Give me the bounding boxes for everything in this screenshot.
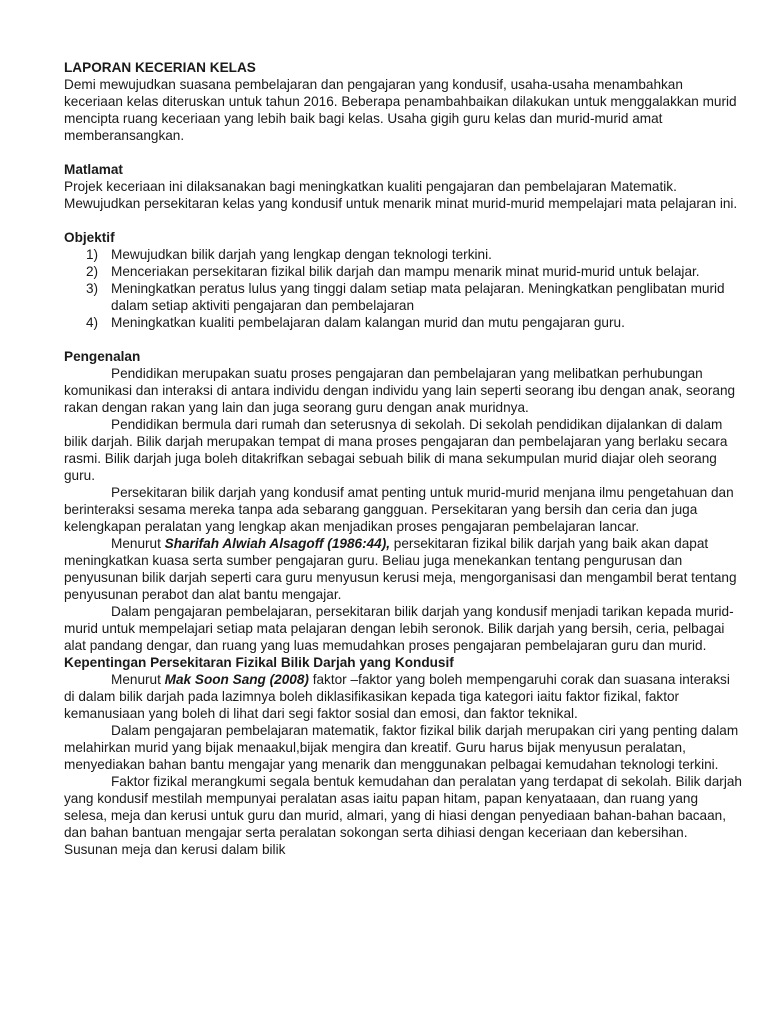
objektif-list — [64, 246, 744, 331]
list-item — [64, 246, 744, 263]
list-number: 4) — [86, 315, 99, 330]
kepentingan-paragraph-2: Dalam pengajaran pembelajaran matematik, faktor fizikal bilik darjah merupakan ciri yang penting dalam melahirkan murid yang bijak menaakul,bijak mengira dan kreatif. Guru harus bijak menyusun peralatan, menyediakan bahan bantu mengajar yang menarik dan menggunakan pelbagai kemudahan teknologi terkini. — [64, 723, 739, 772]
pengenalan-paragraph-2: Pendidikan bermula dari rumah dan seterusnya di sekolah. Di sekolah pendidikan dijalankan di dalam bilik darjah. Bilik darjah merupakan tempat di mana proses pengajaran dan pembelajaran yang berlaku secara rasmi. Bilik darjah juga boleh ditakrifkan sebagai sebuah bilik di mana sekumpulan murid diajar oleh seorang guru. — [64, 417, 728, 483]
report-title: LAPORAN KECERIAN KELAS — [64, 60, 256, 75]
pengenalan-heading: Pengenalan — [64, 349, 141, 364]
citation-author: Sharifah Alwiah Alsagoff (1986:44), — [164, 536, 391, 551]
list-number: 1) — [86, 247, 99, 262]
pengenalan-paragraph-1: Pendidikan merupakan suatu proses pengajaran dan pembelajaran yang melibatkan perhubungan komunikasi dan interaksi di antara individu dengan individu yang lain seperti seorang ibu dengan anak, seorang rakan dengan rakan yang lain dan juga seorang guru dengan anak muridnya. — [64, 366, 736, 415]
paragraph-text: faktor –faktor yang boleh mempengaruhi corak dan suasana interaksi di dalam bilik darjah pada lazimnya boleh diklasifikasikan kepada tiga kategori iaitu faktor fizikal, faktor kemanusiaan yang boleh di lihat dari segi faktor sosial dan emosi, dan faktor teknikal. — [64, 672, 730, 721]
intro-paragraph: Demi mewujudkan suasana pembelajaran dan pengajaran yang kondusif, usaha-usaha menambahkan keceriaan kelas diteruskan untuk tahun 2016. Beberapa penambahbaikan dilakukan untuk menggalakkan murid mencipta ruang keceriaan yang lebih baik bagi kelas. Usaha gigih guru kelas dan murid-murid amat memberansangkan. — [64, 77, 737, 143]
paragraph-text: persekitaran fizikal bilik darjah yang baik akan dapat meningkatkan kuasa serta sumber pengajaran guru. Beliau juga menekankan tentang pengurusan dan penyusunan bilik darjah seperti cara guru menyusun kerusi meja, mengorganisasi dan mengambil berat tentang penyusunan perabot dan alat bantu mengajar. — [64, 536, 737, 602]
kepentingan-paragraph-1 — [64, 671, 744, 722]
list-item — [64, 263, 744, 280]
citation-author: Mak Soon Sang (2008) — [164, 672, 309, 687]
pengenalan-paragraph-3: Persekitaran bilik darjah yang kondusif amat penting untuk murid-murid menjana ilmu pengetahuan dan berinteraksi sesama mereka tanpa ada sebarang gangguan. Persekitaran yang bersih dan ceria dan juga kelengkapan peralatan yang lengkap akan menjadikan proses pengajaran pembelajaran lancar. — [64, 485, 734, 534]
spacer — [64, 331, 744, 348]
pengenalan-paragraph-5: Dalam pengajaran pembelajaran, persekitaran bilik darjah yang kondusif menjadi tarikan kepada murid-murid untuk mempelajari setiap mata pelajaran dengan lebih seronok. Bilik darjah yang bersih, ceria, pelbagai alat pandang dengar, dan ruang yang luas memudahkan proses pengajaran pembelajaran guru dan murid. — [64, 604, 734, 653]
document-body — [64, 59, 744, 858]
spacer — [64, 212, 744, 229]
objektif-heading: Objektif — [64, 230, 115, 245]
kepentingan-heading: Kepentingan Persekitaran Fizikal Bilik Darjah yang Kondusif — [64, 655, 454, 670]
matlamat-heading: Matlamat — [64, 162, 123, 177]
matlamat-paragraph: Projek keceriaan ini dilaksanakan bagi meningkatkan kualiti pengajaran dan pembelajaran Matematik. Mewujudkan persekitaran kelas yang kondusif untuk menarik minat murid-murid mempelajari mata pelajaran ini. — [64, 179, 738, 211]
list-text: Meningkatkan peratus lulus yang tinggi dalam setiap mata pelajaran. Meningkatkan penglibatan murid dalam setiap aktiviti pengajaran dan pembelajaran — [111, 281, 725, 313]
citation-lead: Menurut — [111, 672, 165, 687]
list-text: Menceriakan persekitaran fizikal bilik darjah dan mampu menarik minat murid-murid untuk belajar. — [111, 264, 700, 279]
citation-lead: Menurut — [111, 536, 165, 551]
list-item — [64, 314, 744, 331]
list-number: 2) — [86, 264, 99, 279]
list-text: Mewujudkan bilik darjah yang lengkap dengan teknologi terkini. — [111, 247, 492, 262]
spacer — [64, 144, 744, 161]
list-item — [64, 280, 744, 314]
kepentingan-paragraph-3: Faktor fizikal merangkumi segala bentuk kemudahan dan peralatan yang terdapat di sekolah. Bilik darjah yang kondusif mestilah mempunyai peralatan asas iaitu papan hitam, papan kenyataaan, dan ruang yang selesa, meja dan kerusi untuk guru dan murid, almari, yang di hiasi dengan penyediaan bahan-bahan bacaan, dan bahan bantuan mengajar serta peralatan sokongan serta dihiasi dengan keceriaan dan kebersihan. Susunan meja dan kerusi dalam bilik — [64, 774, 742, 857]
pengenalan-paragraph-4 — [64, 535, 744, 603]
list-text: Meningkatkan kualiti pembelajaran dalam kalangan murid dan mutu pengajaran guru. — [111, 315, 625, 330]
list-number: 3) — [86, 281, 99, 296]
